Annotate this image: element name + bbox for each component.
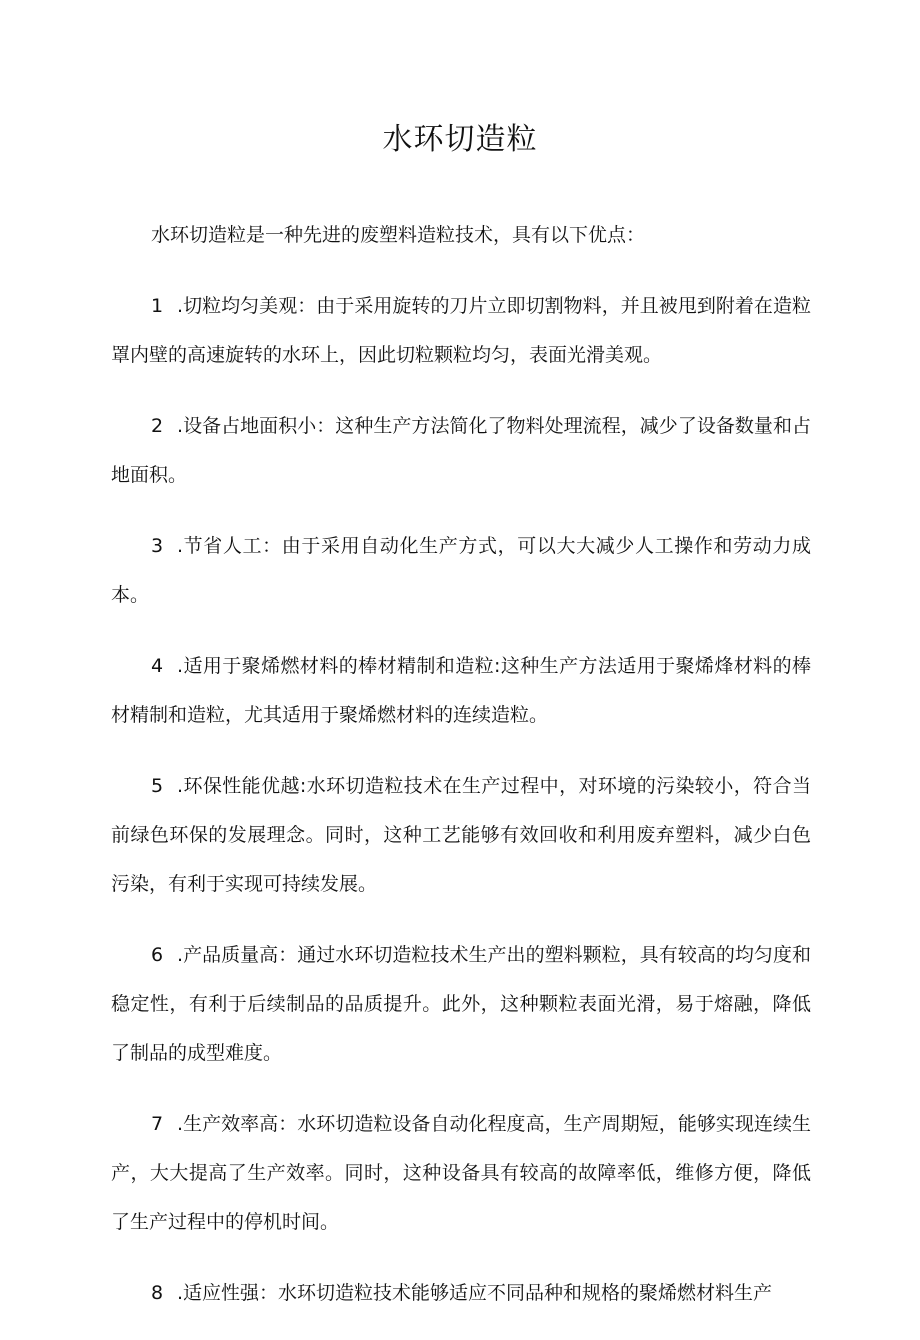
item-text: .适应性强：水环切造粒技术能够适应不同品种和规格的聚烯燃材料生产	[177, 1282, 773, 1304]
item-text: .环保性能优越:水环切造粒技术在生产过程中，对环境的污染较小，符合当前绿色环保的发展理念。同时，这种工艺能够有效回收和利用废弃塑料，减少白色污染，有利于实现可持续发展。	[111, 775, 811, 895]
list-item	[111, 282, 811, 380]
item-number: 1	[151, 295, 164, 317]
item-text: .产品质量高：通过水环切造粒技术生产出的塑料颗粒，具有较高的均匀度和稳定性，有利于后续制品的品质提升。此外，这种颗粒表面光滑，易于熔融，降低了制品的成型难度。	[111, 944, 811, 1064]
list-item	[111, 931, 811, 1078]
item-number: 3	[151, 535, 164, 557]
item-number: 2	[151, 415, 164, 437]
item-text: .切粒均匀美观：由于采用旋转的刀片立即切割物料，并且被甩到附着在造粒罩内壁的高速旋转的水环上，因此切粒颗粒均匀，表面光滑美观。	[111, 295, 811, 366]
list-item	[111, 642, 811, 740]
document-title: 水环切造粒	[382, 122, 538, 157]
item-number: 5	[151, 775, 164, 797]
item-number: 4	[151, 655, 164, 677]
list-item	[111, 1269, 811, 1318]
item-text: .适用于聚烯燃材料的棒材精制和造粒:这种生产方法适用于聚烯烽材料的棒材精制和造粒，尤其适用于聚烯燃材料的连续造粒。	[111, 655, 811, 726]
list-item	[111, 762, 811, 909]
item-text: .节省人工：由于采用自动化生产方式，可以大大减少人工操作和劳动力成本。	[111, 535, 811, 606]
list-item	[111, 522, 811, 620]
item-number: 7	[151, 1113, 164, 1135]
list-item	[111, 402, 811, 500]
intro-paragraph: 水环切造粒是一种先进的废塑料造粒技术，具有以下优点：	[151, 224, 646, 246]
document-body	[111, 211, 811, 1340]
item-text: .设备占地面积小：这种生产方法简化了物料处理流程，减少了设备数量和占地面积。	[111, 415, 811, 486]
item-number: 8	[151, 1282, 164, 1304]
item-number: 6	[151, 944, 164, 966]
item-text: .生产效率高：水环切造粒设备自动化程度高，生产周期短，能够实现连续生产，大大提高了生产效率。同时，这种设备具有较高的故障率低，维修方便，降低了生产过程中的停机时间。	[111, 1113, 811, 1233]
list-item	[111, 1100, 811, 1247]
